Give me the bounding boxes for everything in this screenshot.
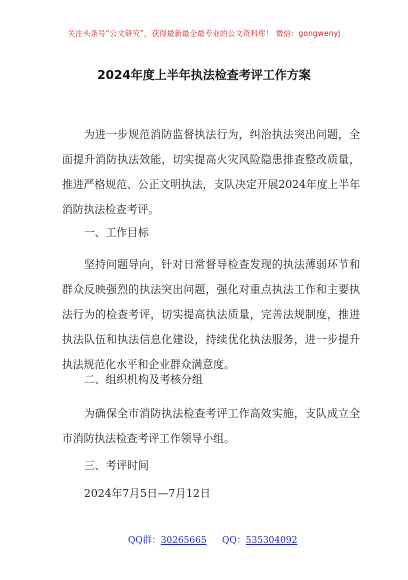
organization-paragraph: 为确保全市消防执法检查考评工作高效实施，支队成立全市消防执法检查考评工作领导小组。 [62, 407, 360, 445]
intro-paragraph: 为进一步规范消防监督执法行为，纠治执法突出问题，全面提升消防执法效能，切实提高火灾风险隐患排查整改质量，推进严格规范、公正文明执法，支队决定开展2024年度上半年消防执法检查考评。 [62, 128, 360, 216]
document-title: 2024年度上半年执法检查考评工作方案 [97, 68, 311, 82]
qq-link[interactable]: 535304092 [245, 536, 298, 546]
qq-group-contact [128, 533, 207, 546]
header-banner: 关注头条号“公文研究”，获得最新最全最专业的公文资料库！ 微信：gongwenyj [67, 29, 341, 38]
qq-label: QQ： [222, 536, 246, 546]
qq-group-label: QQ群： [128, 536, 161, 546]
section-heading-schedule: 三、考评时间 [84, 459, 149, 472]
schedule-date: 2024年7月5日—7月12日 [84, 487, 211, 500]
qq-contact [222, 533, 297, 546]
section-heading-organization: 二、组织机构及考核分组 [84, 373, 203, 386]
qq-group-link[interactable]: 30265665 [160, 536, 207, 546]
goals-paragraph: 坚持问题导向，针对日常督导检查发现的执法薄弱环节和群众反映强烈的执法突出问题，强化对重点执法工作和主要执法行为的检查考评，切实提高执法质量，完善法规制度，推进执法队伍和执法信息化建设，持续优化执法服务，进一步提升执法规范化水平和企业群众满意度。 [62, 258, 360, 371]
section-heading-goals: 一、工作目标 [84, 226, 149, 239]
